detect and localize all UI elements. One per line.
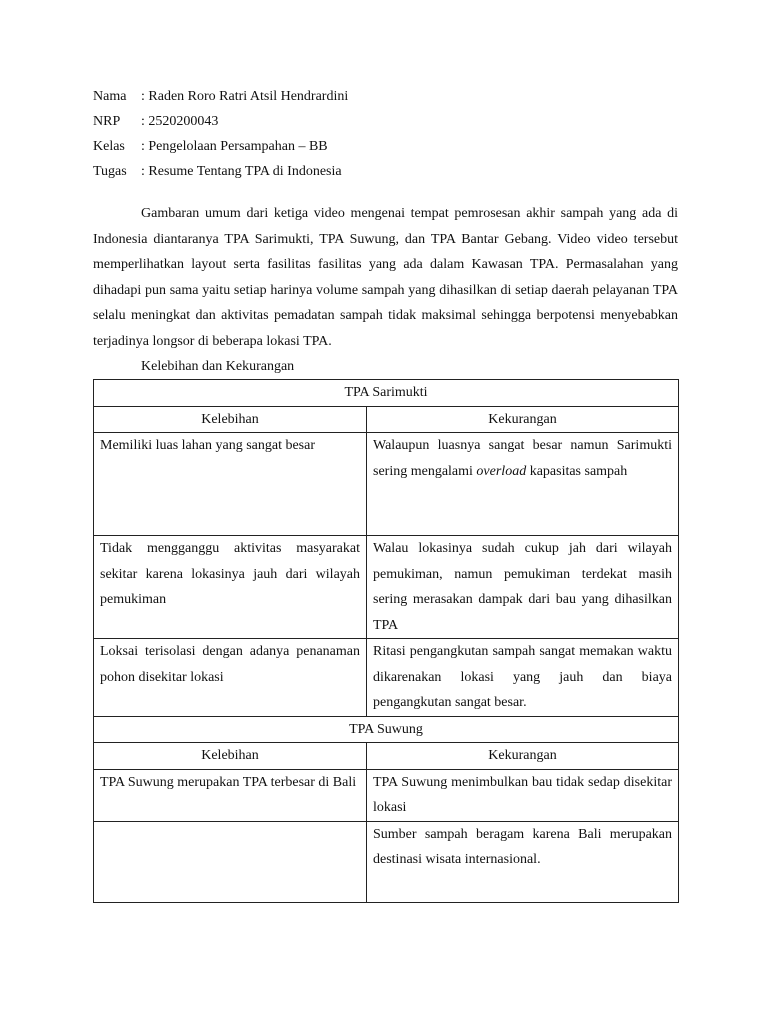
cell-kelebihan: [94, 821, 367, 902]
cell-text: Walaupun luasnya sangat besar namun Sarimukti sering mengalami: [373, 438, 672, 479]
table-row: [94, 433, 679, 536]
cell-kekurangan: [367, 433, 679, 536]
header-value: : 2520200043: [141, 114, 219, 129]
cell-kekurangan: Sumber sampah beragam karena Bali merupakan destinasi wisata internasional.: [367, 821, 679, 902]
cell-kelebihan: TPA Suwung merupakan TPA terbesar di Bali: [94, 769, 367, 821]
intro-paragraph: Gambaran umum dari ketiga video mengenai tempat pemrosesan akhir sampah yang ada di Indonesia diantaranya TPA Sarimukti, TPA Suwung, dan TPA Bantar Gebang. Video video tersebut memperlihatkan layout serta fasilitas fasilitas yang ada dalam Kawasan TPA. Permasalahan yang dihadapi pun sama yaitu setiap harinya volume sampah yang dihasilkan di setiap daerah pelayanan TPA selalu meningkat dan aktivitas pemadatan sampah tidak maksimal sehingga berpotensi menyebabkan terjadinya longsor di beberapa lokasi TPA.: [93, 206, 678, 349]
header-key: Nama: [93, 89, 127, 104]
column-header-kekurangan: Kekurangan: [367, 406, 679, 433]
header-key: Kelas: [93, 139, 125, 154]
section-title-suwung: TPA Suwung: [94, 716, 679, 743]
table-section-title-row: [94, 716, 679, 743]
header-key: Tugas: [93, 164, 127, 179]
table-row: [94, 821, 679, 902]
table-header-row: [94, 743, 679, 770]
cell-text: kapasitas sampah: [526, 463, 628, 479]
table-row: [94, 639, 679, 717]
cell-kekurangan: Ritasi pengangkutan sampah sangat memakan waktu dikarenakan lokasi yang jauh dan biaya pengangkutan sangat besar.: [367, 639, 679, 717]
cell-kelebihan: Loksai terisolasi dengan adanya penanaman pohon disekitar lokasi: [94, 639, 367, 717]
table-section-title-row: [94, 380, 679, 407]
comparison-table: [93, 379, 679, 903]
header-value: : Pengelolaan Persampahan – BB: [141, 139, 328, 154]
document-page: [93, 84, 678, 903]
table-header-row: [94, 406, 679, 433]
header-value: : Resume Tentang TPA di Indonesia: [141, 164, 342, 179]
header-row-nrp: [93, 109, 678, 134]
header-row-nama: [93, 84, 678, 109]
cell-kelebihan: Memiliki luas lahan yang sangat besar: [94, 433, 367, 536]
cell-kelebihan: Tidak mengganggu aktivitas masyarakat sekitar karena lokasinya jauh dari wilayah pemukiman: [94, 536, 367, 639]
column-header-kelebihan: Kelebihan: [94, 406, 367, 433]
identity-header: [93, 84, 678, 184]
header-value: : Raden Roro Ratri Atsil Hendrardini: [141, 89, 349, 104]
column-header-kekurangan: Kekurangan: [367, 743, 679, 770]
header-row-tugas: [93, 159, 678, 184]
section-title-sarimukti: TPA Sarimukti: [94, 380, 679, 407]
cell-kekurangan: Walau lokasinya sudah cukup jah dari wilayah pemukiman, namun pemukiman terdekat masih sering merasakan dampak dari bau yang dihasilkan TPA: [367, 536, 679, 639]
header-key: NRP: [93, 114, 121, 129]
table-row: [94, 769, 679, 821]
header-row-kelas: [93, 134, 678, 159]
cell-kekurangan: TPA Suwung menimbulkan bau tidak sedap disekitar lokasi: [367, 769, 679, 821]
cell-text-italic: overload: [476, 463, 527, 479]
section-subheading: Kelebihan dan Kekurangan: [141, 359, 295, 374]
column-header-kelebihan: Kelebihan: [94, 743, 367, 770]
table-row: [94, 536, 679, 639]
